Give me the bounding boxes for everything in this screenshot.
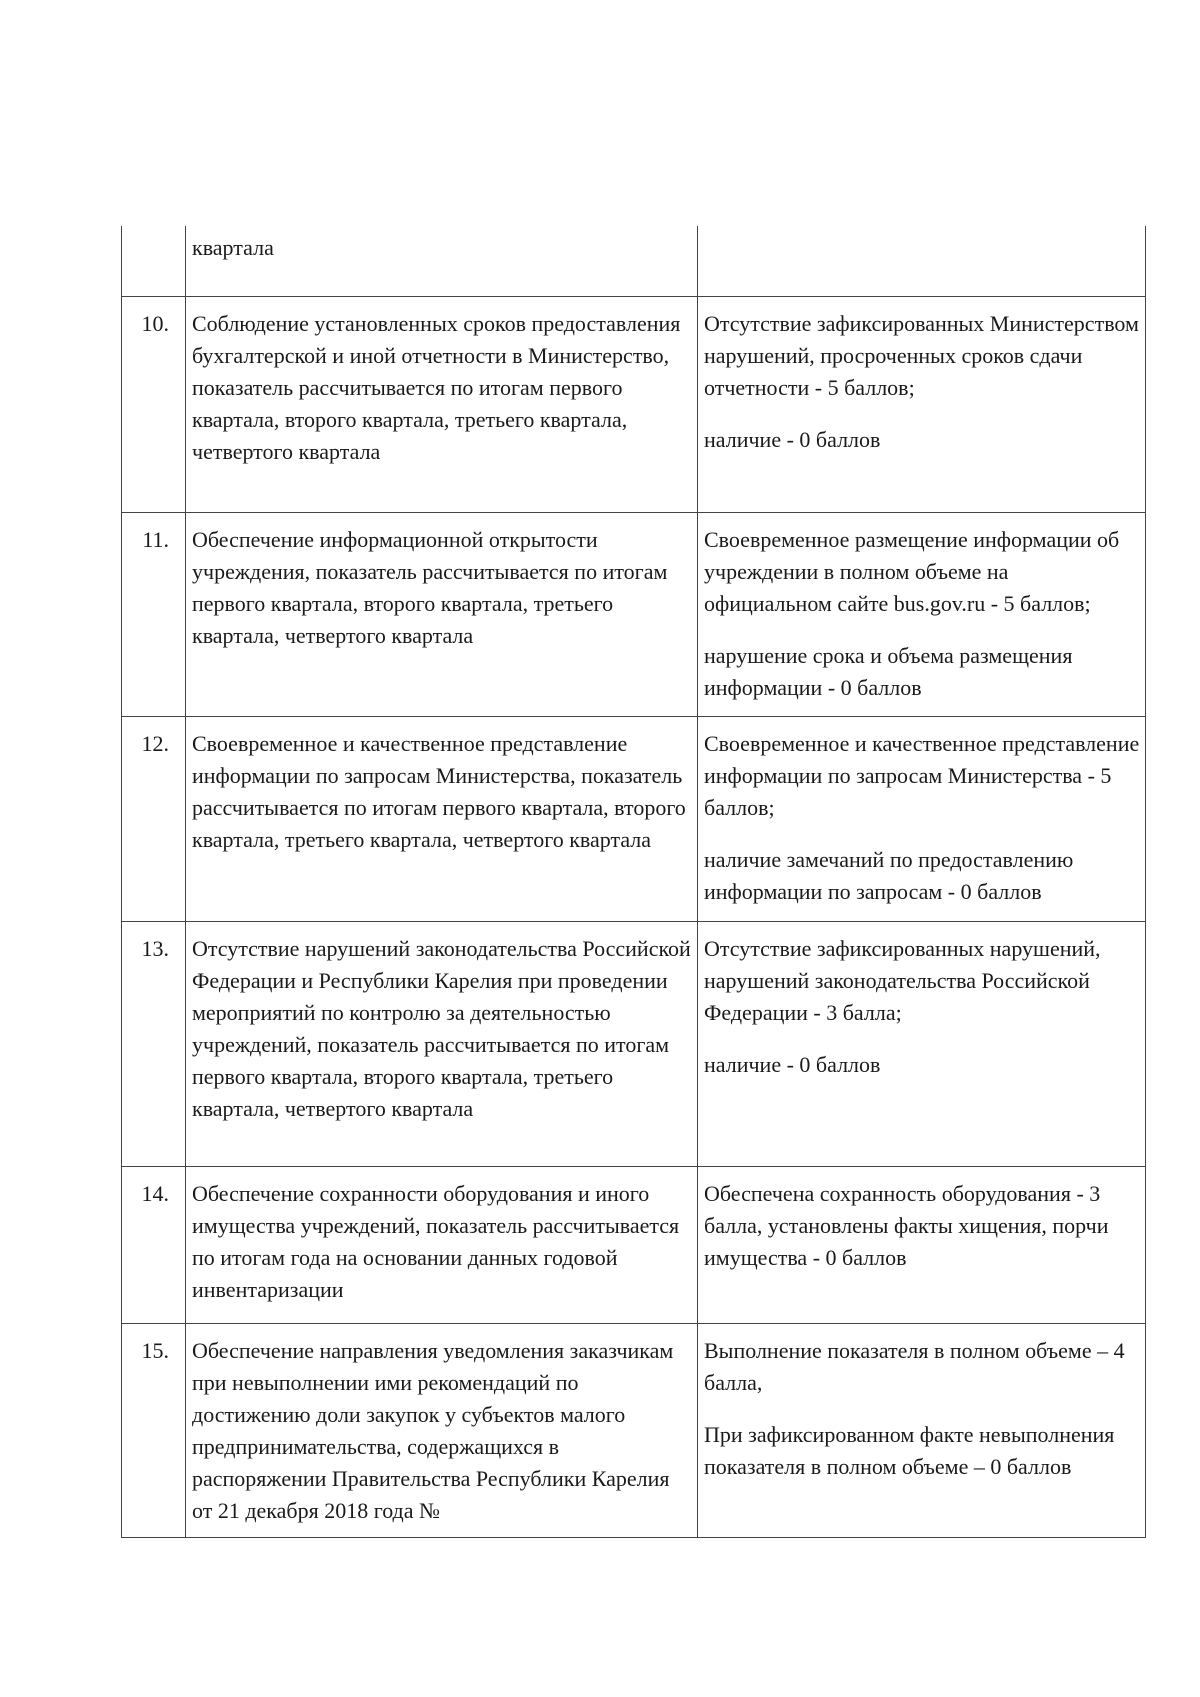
table-row: [122, 1323, 1146, 1537]
score-cell: [698, 716, 1146, 921]
score-text: нарушение срока и объема размещения информации - 0 баллов: [704, 642, 1073, 700]
score-text: Обеспечена сохранность оборудования - 3 балла, установлены факты хищения, порчи имущества - 0 баллов: [704, 1180, 1109, 1270]
table-row: [122, 226, 1146, 296]
score-cell: [698, 1166, 1146, 1323]
indicator-text: квартала: [192, 235, 274, 260]
criteria-table-body: [122, 226, 1146, 1537]
indicator-text: Соблюдение установленных сроков предоставления бухгалтерской и иной отчетности в Министерство, показатель рассчитывается по итогам первого квартала, второго квартала, третьего квартала, четвертого квартала: [192, 310, 681, 464]
score-text: Отсутствие зафиксированных Министерством нарушений, просроченных сроков сдачи отчетности - 5 баллов;: [704, 310, 1139, 400]
indicator-text: Отсутствие нарушений законодательства Российской Федерации и Республики Карелия при проведении мероприятий по контролю за деятельностью учреждений, показатель рассчитывается по итогам первого квартала, второго квартала, третьего квартала, четвертого квартала: [192, 935, 691, 1121]
score-cell: [698, 296, 1146, 512]
row-number: 14.: [122, 1166, 186, 1323]
score-text: наличие - 0 баллов: [704, 1051, 881, 1077]
score-text: При зафиксированном факте невыполнения показателя в полном объеме – 0 баллов: [704, 1421, 1115, 1479]
score-text: Выполнение показателя в полном объеме – 4 балла,: [704, 1337, 1125, 1395]
score-text: наличие - 0 баллов: [704, 426, 881, 452]
row-number: 11.: [122, 512, 186, 716]
indicator-cell: [186, 1323, 698, 1537]
table-row: [122, 296, 1146, 512]
score-text: Своевременное и качественное представление информации по запросам Министерства - 5 баллов;: [704, 730, 1140, 820]
indicator-cell: [186, 296, 698, 512]
indicator-cell: [186, 1166, 698, 1323]
indicator-text: Обеспечение информационной открытости учреждения, показатель рассчитывается по итогам первого квартала, второго квартала, третьего квартала, четвертого квартала: [192, 526, 668, 648]
table-row: [122, 716, 1146, 921]
row-number: 13.: [122, 921, 186, 1166]
row-number: [122, 226, 186, 296]
row-number: 12.: [122, 716, 186, 921]
score-cell: [698, 226, 1146, 296]
indicator-cell: [186, 226, 698, 296]
score-text: Отсутствие зафиксированных нарушений, нарушений законодательства Российской Федерации - 3 балла;: [704, 935, 1101, 1025]
score-cell: [698, 1323, 1146, 1537]
indicator-text: Обеспечение сохранности оборудования и иного имущества учреждений, показатель рассчитывается по итогам года на основании данных годовой инвентаризации: [192, 1180, 680, 1302]
row-number: 10.: [122, 296, 186, 512]
table-row: [122, 1166, 1146, 1323]
table-row: [122, 512, 1146, 716]
score-cell: [698, 512, 1146, 716]
score-cell: [698, 921, 1146, 1166]
indicator-cell: [186, 921, 698, 1166]
indicator-text: Обеспечение направления уведомления заказчикам при невыполнении ими рекомендаций по достижению доли закупок у субъектов малого предпринимательства, содержащихся в распоряжении Правительства Республики Карелия от 21 декабря 2018 года №: [192, 1337, 674, 1523]
indicator-cell: [186, 716, 698, 921]
criteria-table: [121, 226, 1146, 1538]
score-text: Своевременное размещение информации об учреждении в полном объеме на официальном сайте bus.gov.ru - 5 баллов;: [704, 526, 1120, 616]
row-number: 15.: [122, 1323, 186, 1537]
table-row: [122, 921, 1146, 1166]
score-text: наличие замечаний по предоставлению информации по запросам - 0 баллов: [704, 846, 1074, 904]
indicator-text: Своевременное и качественное представление информации по запросам Министерства, показатель рассчитывается по итогам первого квартала, второго квартала, третьего квартала, четвертого квартала: [192, 730, 686, 852]
indicator-cell: [186, 512, 698, 716]
